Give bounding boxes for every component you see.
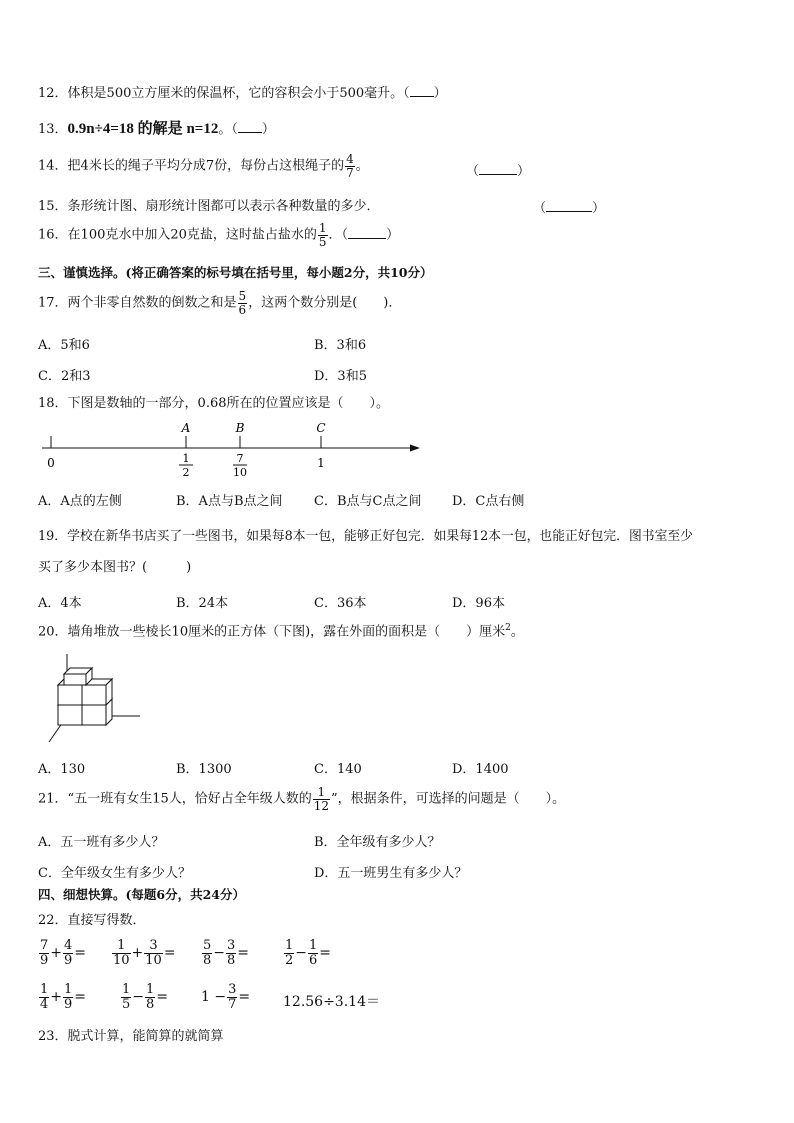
point-letter: C: [316, 421, 326, 435]
option-a[interactable]: A．五一班有多少人？: [38, 835, 165, 850]
option-b[interactable]: B．1300: [176, 762, 232, 777]
question-14: 14．把4米长的绳子平均分成7份，每份占这根绳子的 $\frac{4}{7}$ 。: [38, 152, 369, 180]
option-a[interactable]: A．4本: [38, 596, 82, 611]
option-c[interactable]: C．B点与C点之间: [314, 494, 422, 509]
fraction: $\frac{7}{9}$: [40, 938, 49, 968]
option-a[interactable]: A．A点的左侧: [38, 494, 122, 509]
answer-blank-12[interactable]: [410, 84, 434, 97]
calc-expression: $\frac{1}{5}$ − $\frac{1}{8}$ =: [122, 982, 169, 1012]
fraction: $\frac{1}{9}$: [64, 982, 73, 1012]
fraction: $\frac{1}{5}$: [122, 982, 131, 1012]
arrow-head-icon: [410, 445, 420, 452]
option-b[interactable]: B．全年级有多少人？: [314, 835, 441, 850]
section-heading-4: 四、细想快算。(每题6分，共24分）: [38, 887, 246, 902]
fraction: $\frac{3}{10}$: [145, 938, 162, 968]
number-line-figure: [36, 420, 436, 482]
question-18: 18．下图是数轴的一部分，0.68所在的位置应该是（ ）。: [38, 396, 389, 411]
point-letter: A: [181, 421, 191, 435]
option-d[interactable]: D．3和5: [314, 369, 367, 384]
answer-blank-13[interactable]: [238, 120, 262, 133]
question-17: 17．两个非零自然数的倒数之和是 $\frac{5}{6}$ ，这两个数分别是( )．: [38, 289, 402, 317]
option-c[interactable]: C．140: [314, 762, 362, 777]
question-13: 13．0.9n÷4=18 的解是 n=12。（ ）: [38, 121, 275, 137]
fraction: $\frac{1}{5}$: [318, 221, 327, 249]
point-letter: B: [235, 421, 245, 435]
option-d[interactable]: D．96本: [452, 596, 505, 611]
option-d[interactable]: D．C点右侧: [452, 494, 525, 509]
tick-label-numerator: 1: [182, 452, 190, 465]
fraction: $\frac{3}{8}$: [227, 938, 236, 968]
fraction: $\frac{4}{7}$: [346, 152, 354, 180]
answer-paren-14: （ ）: [466, 164, 531, 179]
question-16: 16．在100克水中加入20克盐，这时盐占盐水的 $\frac{1}{5}$ ．（ ）: [38, 221, 400, 249]
option-a[interactable]: A．130: [38, 762, 86, 777]
answer-blank-16[interactable]: [348, 226, 386, 239]
option-d[interactable]: D．五一班男生有多少人？: [314, 866, 468, 881]
question-12: 12．体积是500立方厘米的保温杯，它的容积会小于500毫升。（ ）: [38, 86, 447, 101]
question-19-line-2: 买了多少本图书？( ): [38, 560, 192, 575]
fraction: $\frac{1}{8}$: [146, 982, 155, 1012]
question-15: 15．条形统计图、扇形统计图都可以表示各种数量的多少．: [38, 199, 380, 214]
option-b[interactable]: B．3和6: [314, 338, 367, 353]
question-21: 21．“五一班有女生15人，恰好占全年级人数的 $\frac{1}{12}$ ”，根据条件，可选择的问题是（ ）。: [38, 785, 566, 813]
question-19-line-1: 19．学校在新华书店买了一些图书，如果每8本一包，能够正好包完．如果每12本一包，也能正好包完．图书室至少: [38, 529, 693, 544]
question-23: 23．脱式计算，能简算的就简算: [38, 1029, 224, 1044]
tick-label: 0: [47, 456, 55, 470]
calc-expression: $\frac{5}{8}$ − $\frac{3}{8}$ =: [203, 938, 250, 968]
superscript: 2: [505, 623, 511, 633]
answer-blank-14[interactable]: [479, 162, 517, 175]
tick-label-numerator: 7: [236, 452, 244, 465]
equation: 0.9n÷4=18: [67, 121, 134, 137]
fraction: $\frac{1}{2}$: [285, 938, 294, 968]
answer-paren-15: （ ）: [533, 201, 606, 216]
fraction: $\frac{4}{9}$: [64, 938, 73, 968]
calc-expression: 12.56÷3.14＝: [283, 994, 380, 1010]
option-a[interactable]: A．5和6: [38, 338, 90, 353]
option-c[interactable]: C．2和3: [38, 369, 91, 384]
option-b[interactable]: B．24本: [176, 596, 229, 611]
fraction: $\frac{1}{12}$: [313, 785, 330, 813]
cube-stack-figure: [44, 648, 154, 748]
tick-label-denominator: 2: [182, 466, 190, 479]
option-b[interactable]: B．A点与B点之间: [176, 494, 283, 509]
calc-expression: 1 − $\frac{3}{7}$ =: [201, 982, 251, 1012]
calc-expression: $\frac{1}{10}$ + $\frac{3}{10}$ =: [113, 938, 176, 968]
option-d[interactable]: D．1400: [452, 762, 509, 777]
option-c[interactable]: C．全年级女生有多少人？: [38, 866, 191, 881]
calc-expression: $\frac{1}{4}$ + $\frac{1}{9}$ =: [40, 982, 87, 1012]
fraction: $\frac{3}{7}$: [228, 982, 237, 1012]
question-12-text: 12．体积是500立方厘米的保温杯，它的容积会小于500毫升。（: [38, 86, 410, 101]
section-heading-3: 三、谨慎选择。(将正确答案的标号填在括号里，每小题2分，共10分）: [38, 265, 433, 280]
fraction: $\frac{1}{10}$: [113, 938, 130, 968]
fraction: $\frac{1}{4}$: [40, 982, 49, 1012]
tick-label-denominator: 10: [233, 466, 247, 479]
question-20: 20．墙角堆放一些棱长10厘米的正方体（下图)，露在外面的面积是（ ）厘米$^2$。: [38, 623, 524, 640]
calc-expression: $\frac{7}{9}$ + $\frac{4}{9}$ =: [40, 938, 87, 968]
question-22: 22．直接写得数．: [38, 913, 146, 928]
solution: n=12: [186, 121, 219, 137]
fraction: $\frac{5}{6}$: [238, 289, 247, 317]
fraction: $\frac{1}{6}$: [309, 938, 318, 968]
calc-expression: $\frac{1}{2}$ − $\frac{1}{6}$ =: [285, 938, 332, 968]
option-c[interactable]: C．36本: [314, 596, 367, 611]
answer-blank-15[interactable]: [546, 199, 592, 212]
fraction: $\frac{5}{8}$: [203, 938, 212, 968]
tick-label: 1: [317, 456, 325, 470]
